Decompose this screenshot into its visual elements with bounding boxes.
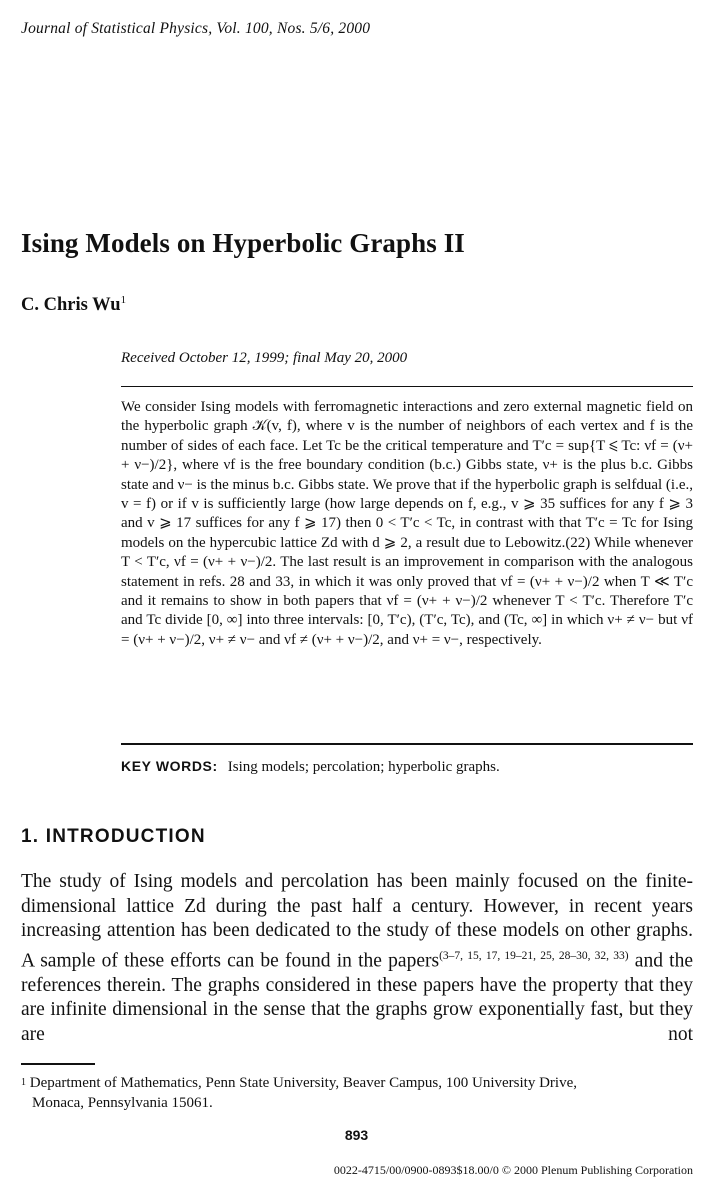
author-name: C. Chris Wu: [21, 295, 121, 316]
abstract-bottom-rule: [121, 743, 693, 745]
footnote-rule: [21, 1063, 95, 1065]
paper-title: Ising Models on Hyperbolic Graphs II: [21, 228, 465, 258]
footnote: [21, 1073, 693, 1113]
footnote-line-1: Department of Mathematics, Penn State University, Beaver Campus, 100 University Drive,: [29, 1075, 577, 1091]
citation-refs: (3–7, 15, 17, 19–21, 25, 28–30, 32, 33): [439, 949, 629, 962]
page-number: 893: [344, 1127, 369, 1143]
abstract-text: We consider Ising models with ferromagnetic interactions and zero external magnetic field on the hyperbolic graph 𝒦(v, f), where v is the number of neighbors of each vertex and f is the number of sides of each face. Let Tc be the critical temperature and T′c = sup{T ⩽ Tc: νf = (ν+ + ν−)/2}, where νf is the free boundary condition (b.c.) Gibbs state, ν+ is the plus b.c. Gibbs state and ν− is the minus b.c. Gibbs state. We prove that if the hyperbolic graph is selfdual (i.e., v = f) or if v is sufficiently large (how large depends on f, e.g., v ⩾ 35 suffices for any f ⩾ 3 and v ⩾ 17 suffices for any f ⩾ 17) then 0 < T′c < Tc, in contrast with that T′c = Tc for Ising models on the hypercubic lattice Zd with d ⩾ 2, a result due to Lebowitz.(22) While whenever T < T′c, νf = (ν+ + ν−)/2. The last result is an improvement in comparison with the analogous statement in refs. 28 and 33, in which it was only proved that νf = (ν+ + ν−)/2 when T ≪ T′c and it remains to show in both papers that νf = (ν+ + ν−)/2 whenever T < T′c. Therefore T′c and Tc divide [0, ∞] into three intervals: [0, T′c), (T′c, Tc), and (Tc, ∞] in which ν+ ≠ ν− but νf = (ν+ + ν−)/2, ν+ ≠ ν− and νf ≠ (ν+ + ν−)/2, and ν+ = ν−, respectively.: [121, 399, 693, 648]
abstract: [121, 398, 693, 650]
intro-paragraph: [21, 870, 693, 1047]
section-heading: 1. INTRODUCTION: [21, 826, 206, 847]
author-footnote-mark: 1: [120, 294, 127, 306]
received-dates: Received October 12, 1999; final May 20, 2000: [121, 350, 408, 366]
author-line: [21, 294, 126, 316]
footnote-line-2: Monaca, Pennsylvania 15061.: [32, 1095, 213, 1111]
keywords-label: KEY WORDS:: [121, 758, 218, 774]
abstract-top-rule: [121, 386, 693, 387]
copyright-line: 0022-4715/00/0900-0893$18.00/0 © 2000 Plenum Publishing Corporation: [333, 1163, 693, 1177]
journal-citation: Journal of Statistical Physics, Vol. 100, Nos. 5/6, 2000: [21, 20, 371, 37]
keywords: [121, 758, 500, 776]
keywords-text: Ising models; percolation; hyperbolic graphs.: [227, 759, 500, 775]
footnote-mark: 1: [21, 1077, 26, 1088]
intro-text-end: and the references therein. The graphs considered in these papers have the property that they are infinite dimensional in the sense that the graphs grow exponentially fast, but they are not: [21, 950, 693, 1045]
intro-text-start: The study of Ising models and percolation has been mainly focused on the finite-dimensional lattice Zd during the past half a century. However, in recent years increasing attention has been dedicated to the study of these models on other graphs. A sample of these efforts can be found in the papers: [21, 871, 693, 971]
